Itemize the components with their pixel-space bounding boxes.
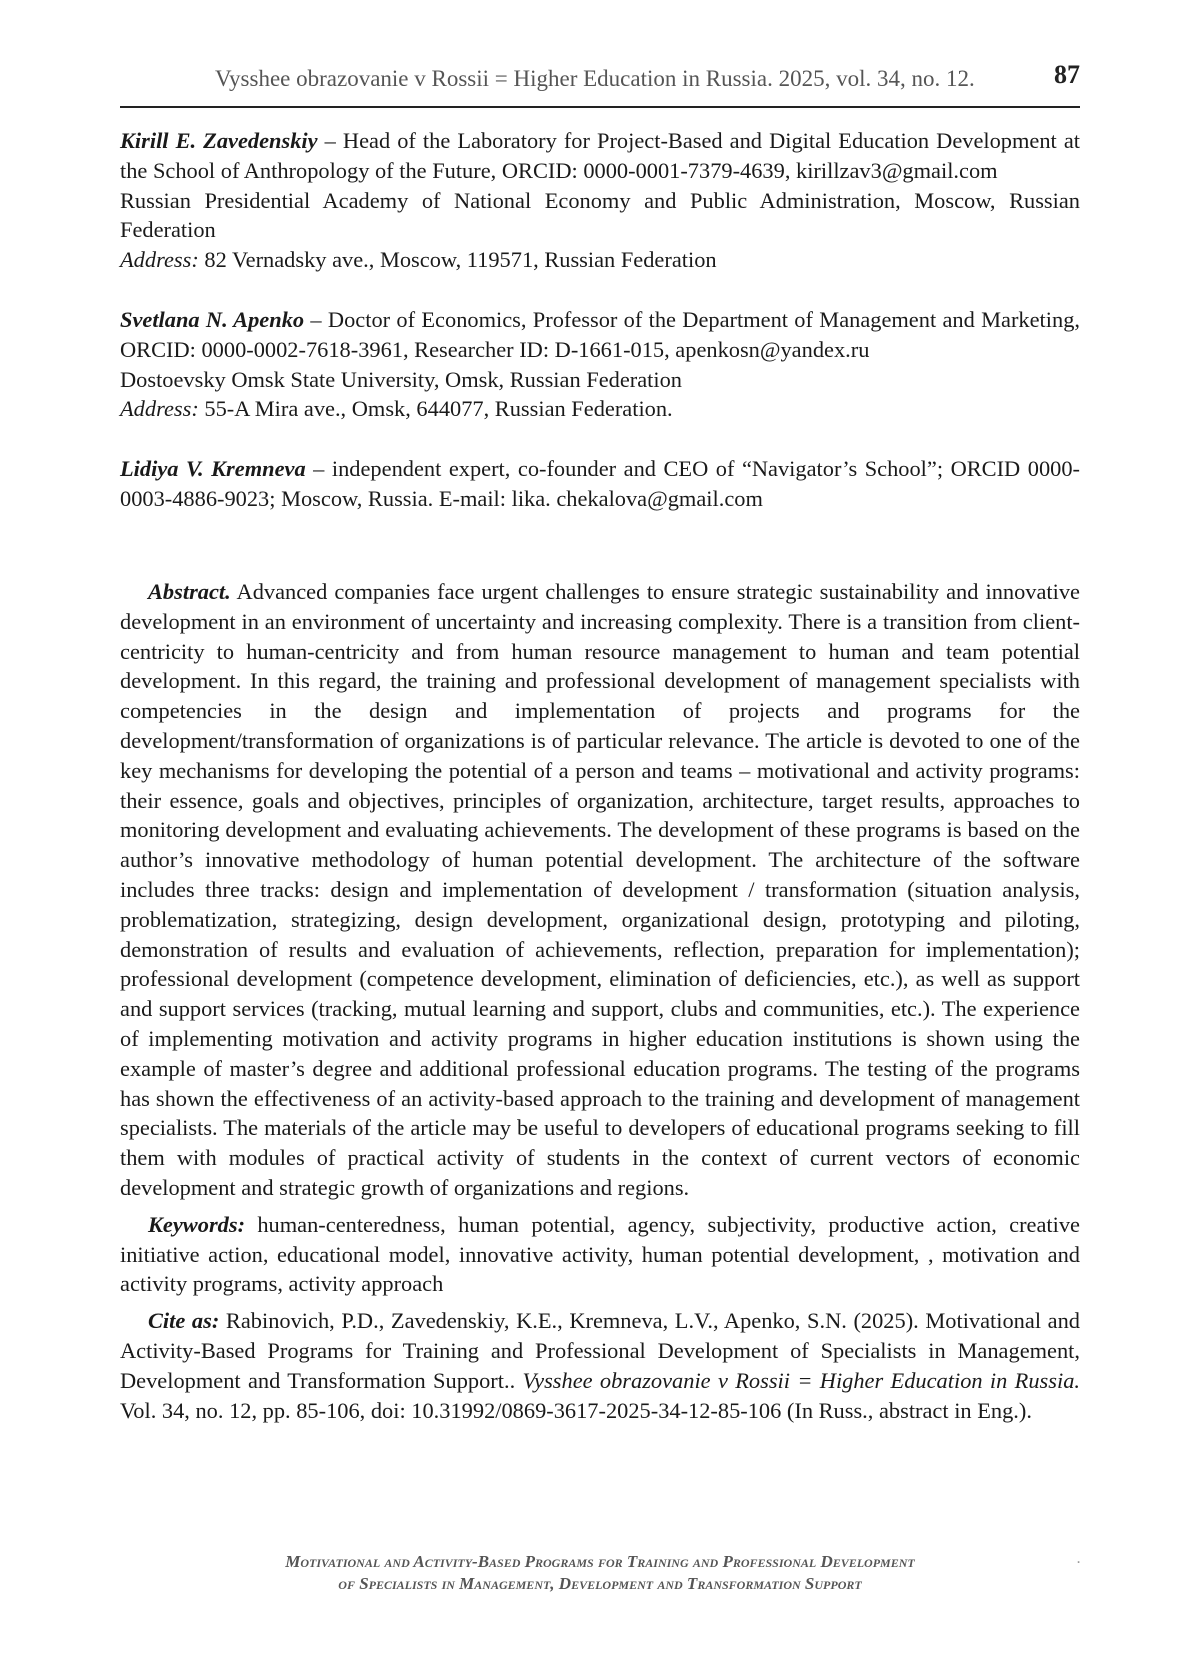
page-number: 87 (1054, 60, 1080, 89)
abstract-section (120, 577, 1080, 1432)
abstract-text: Advanced companies face urgent challenges to ensure strategic sustainability and innovative development in an environment of uncertainty and increasing complexity. There is a transition from client-centricity to human-centricity and from human resource management to human and team potential development. In this regard, the training and professional development of management specialists with competencies in the design and implementation of projects and programs for the development/transformation of organizations is of particular relevance. The article is devoted to one of the key mechanisms for developing the potential of a person and teams – motivational and activity programs: their essence, goals and objectives, principles of organization, architecture, target results, approaches to monitoring development and evaluating achievements. The development of these programs is based on the author’s innovative methodology of human potential development. The architecture of the software includes three tracks: design and implementation of development / transformation (situation analysis, problematization, strategizing, design development, organizational design, prototyping and piloting, demonstration of results and evaluation of achievements, reflection, preparation for implementation); professional development (competence development, elimination of deficiencies, etc.), as well as support and support services (tracking, mutual learning and support, clubs and communities, etc.). The experience of implementing motivation and activity programs in higher education institutions is shown using the example of master’s degree and additional professional education programs. The testing of the programs has shown the effectiveness of an activity-based approach to the training and development of management specialists. The materials of the article may be useful to developers of educational programs seeking to fill them with modules of practical activity of students in the context of current vectors of economic development and strategic growth of organizations and regions. (120, 579, 1080, 1200)
author-description: – Head of the Laboratory for Project-Based and Digital Education Development at the School of Anthropology of the Future, ORCID: 0000-0001-7379-4639, kirillzav3@gmail.com (120, 128, 1080, 183)
abstract-label: Abstract. (148, 579, 231, 604)
author-description: – independent expert, co-founder and CEO of “Navigator’s School”; ORCID 0000-0003-4886-9023; Moscow, Russia. E-mail: lika. chekalova@gmail.com (120, 456, 1080, 511)
author-name: Svetlana N. Apenko (120, 306, 305, 332)
cite-details: Vol. 34, no. 12, pp. 85-106, doi: 10.31992/0869-3617-2025-34-12-85-106 (In Russ., abstract in Eng.). (120, 1397, 1032, 1423)
address-label: Address: (120, 396, 199, 422)
keywords-text: human-centeredness, human potential, agency, subjectivity, productive action, creative initiative action, educational model, innovative activity, human potential development, , motivation and activity programs, activity approach (120, 1211, 1080, 1297)
address-label: Address: (120, 247, 199, 273)
author-block (120, 126, 1080, 275)
author-block (120, 454, 1080, 514)
abstract-paragraph (120, 577, 1080, 1203)
running-footer (120, 1551, 1080, 1595)
author-description: – Doctor of Economics, Professor of the Department of Management and Marketing, ORCID: 0000-0002-7618-3961, Researcher ID: D-1661-015, apenkosn@yandex.ru (120, 306, 1080, 362)
author-name: Kirill E. Zavedenskiy (120, 128, 318, 153)
footer-line-1: Motivational and Activity-Based Programs for Training and Professional Development (285, 1552, 915, 1571)
author-name: Lidiya V. Kremneva (120, 456, 306, 482)
keywords-label: Keywords: (148, 1211, 246, 1237)
citation-paragraph (120, 1306, 1080, 1425)
cite-text: Rabinovich, P.D., Zavedenskiy, K.E., Kremneva, L.V., Apenko, S.N. (2025). Motivational and Activity-Based Programs for Training and Professional Development of Specialists in Management, Development and Transformation Support.. (120, 1308, 1080, 1393)
author-address: 55-A Mira ave., Omsk, 644077, Russian Federation. (198, 396, 673, 422)
author-address: 82 Vernadsky ave., Moscow, 119571, Russian Federation (198, 247, 717, 273)
author-block (120, 305, 1080, 424)
cite-label: Cite as: (148, 1308, 220, 1334)
cite-journal: Vysshee obrazovanie v Rossii = Higher Education in Russia. (522, 1367, 1080, 1393)
author-affiliation: Russian Presidential Academy of National Economy and Public Administration, Moscow, Russian Federation (120, 187, 1080, 243)
keywords-paragraph (120, 1210, 1080, 1299)
author-affiliation: Dostoevsky Omsk State University, Omsk, Russian Federation (120, 366, 683, 392)
journal-page (120, 0, 1080, 1658)
author-info-section (120, 126, 1080, 544)
journal-title: Vysshee obrazovanie v Rossii = Higher Education in Russia. 2025, vol. 34, no. 12. (215, 66, 975, 91)
running-header (120, 58, 1080, 108)
footer-line-2: of Specialists in Management, Development and Transformation Support (338, 1574, 862, 1593)
footer-mark: · (1077, 1555, 1080, 1569)
